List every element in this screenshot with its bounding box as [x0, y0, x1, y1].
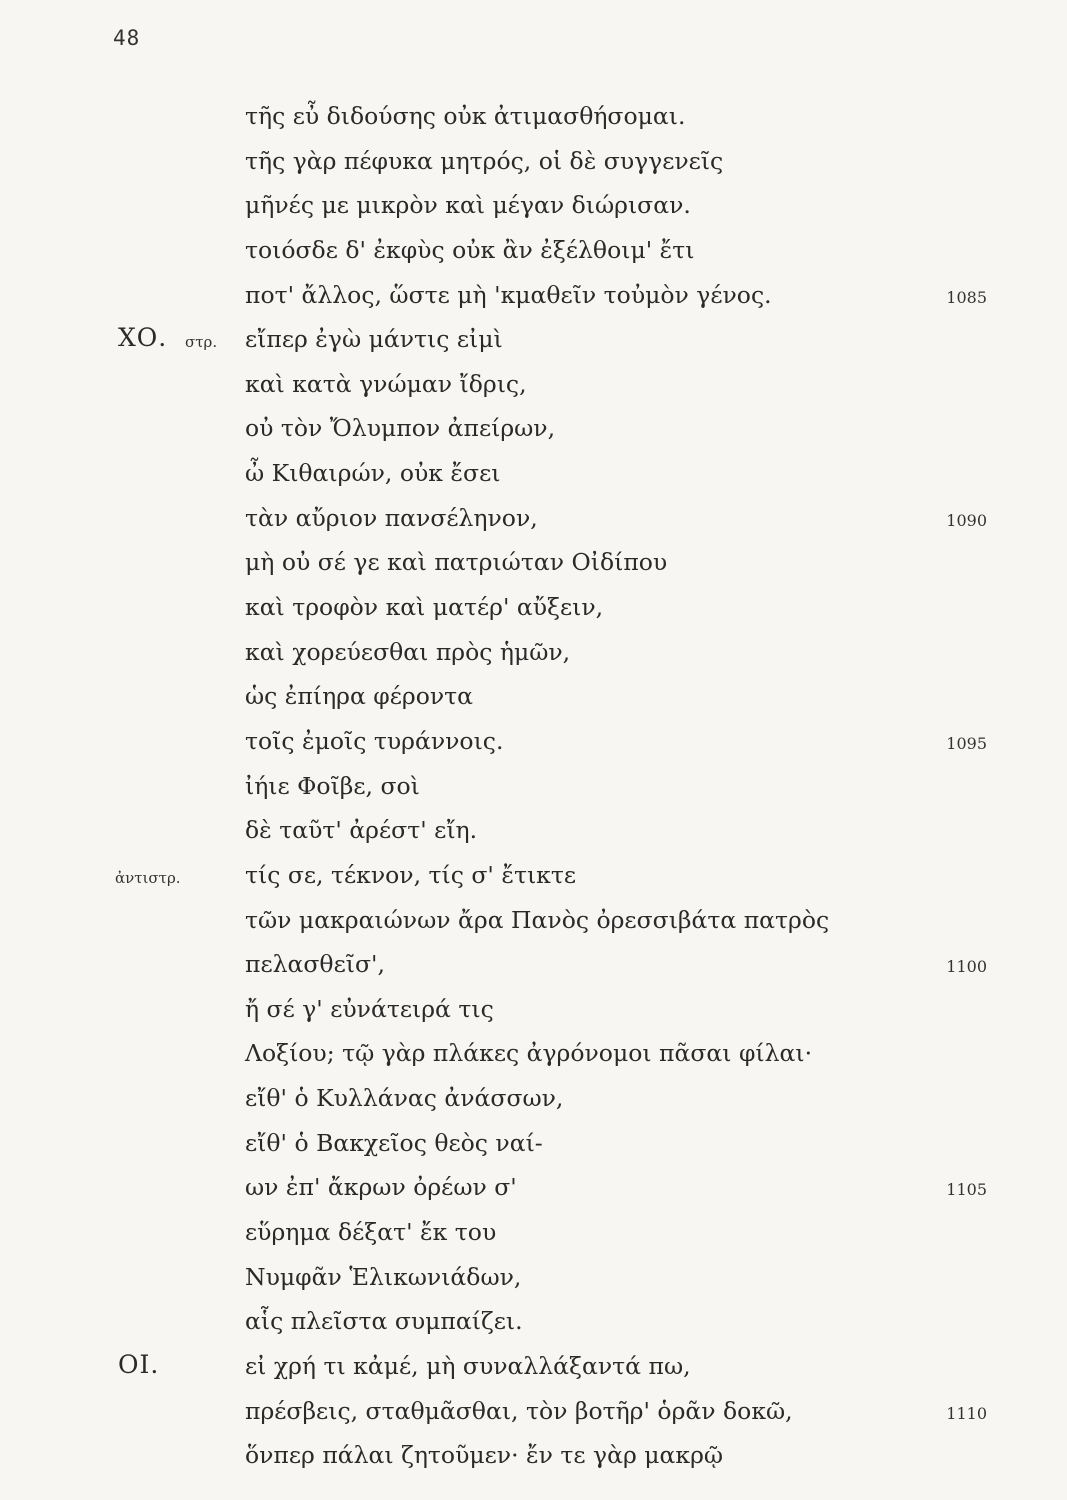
- verse-text: πελασθεῖσ',: [245, 950, 385, 979]
- verse-line: [0, 231, 1067, 276]
- verse-text: Λοξίου; τῷ γὰρ πλάκες ἀγρόνομοι πᾶσαι φίλαι·: [245, 1039, 813, 1068]
- verse-text: εἴθ' ὁ Κυλλάνας ἀνάσσων,: [245, 1084, 564, 1113]
- verse-line: [0, 186, 1067, 231]
- verse-line: [0, 365, 1067, 410]
- verse-line: [0, 1124, 1067, 1169]
- verse-line: [0, 990, 1067, 1035]
- verse-line: [0, 499, 1067, 544]
- verse-text: τίς σε, τέκνον, τίς σ' ἔτικτε: [245, 860, 577, 889]
- verse-line: [0, 97, 1067, 142]
- speaker-label: ΧΟ.: [118, 323, 168, 353]
- verse-line: [0, 320, 1067, 365]
- verse-line: [0, 1258, 1067, 1303]
- verse-text: τὰν αὔριον πανσέληνον,: [245, 503, 538, 532]
- verse-line: [0, 1168, 1067, 1213]
- verse-text: τοῖς ἐμοῖς τυράννοις.: [245, 726, 504, 755]
- verse-line: [0, 1436, 1067, 1481]
- verse-text: εἴθ' ὁ Βακχεῖος θεὸς ναί-: [245, 1128, 543, 1157]
- verse-line: [0, 1213, 1067, 1258]
- verse-text: ων ἐπ' ἄκρων ὀρέων σ': [245, 1173, 517, 1202]
- verse-line: [0, 901, 1067, 946]
- verse-line: [0, 1034, 1067, 1079]
- verse-line: [0, 722, 1067, 767]
- verse-text: ὡς ἐπίηρα φέροντα: [245, 682, 474, 711]
- verse-text: ὦ Κιθαιρών, οὐκ ἔσει: [245, 459, 501, 488]
- verse-text: ὅνπερ πάλαι ζητοῦμεν· ἔν τε γὰρ μακρῷ: [245, 1441, 724, 1470]
- line-number: 1095: [946, 733, 987, 753]
- verse-text: καὶ τροφὸν καὶ ματέρ' αὔξειν,: [245, 593, 604, 622]
- verse-line: [0, 276, 1067, 321]
- verse-text: καὶ κατὰ γνώμαν ἴδρις,: [245, 369, 527, 398]
- verse-text: ποτ' ἄλλος, ὥστε μὴ 'κμαθεῖν τοὐμὸν γένος.: [245, 280, 772, 309]
- verse-text: πρέσβεις, σταθμᾶσθαι, τὸν βοτῆρ' ὁρᾶν δοκῶ,: [245, 1396, 793, 1425]
- verse-line: [0, 811, 1067, 856]
- verse-line: [0, 1392, 1067, 1437]
- verse-text: μῆνές με μικρὸν καὶ μέγαν διώρισαν.: [245, 191, 691, 220]
- verse-text: τοιόσδε δ' ἐκφὺς οὐκ ἂν ἐξέλθοιμ' ἔτι: [245, 235, 695, 264]
- speaker-label: ΟΙ.: [118, 1349, 160, 1379]
- verse-line: [0, 409, 1067, 454]
- verse-line: [0, 1347, 1067, 1392]
- verse-line: [0, 856, 1067, 901]
- verse-line: [0, 633, 1067, 678]
- verse-line: [0, 142, 1067, 187]
- strophe-label: στρ.: [185, 333, 218, 352]
- verse-text: Νυμφᾶν Ἑλικωνιάδων,: [245, 1262, 522, 1291]
- line-number: 1085: [946, 287, 987, 307]
- verse-text-block: [0, 97, 1067, 1481]
- verse-text: δὲ ταῦτ' ἀρέστ' εἴη.: [245, 816, 478, 845]
- verse-line: [0, 1302, 1067, 1347]
- verse-text: τῶν μακραιώνων ἄρα Πανὸς ὀρεσσιβάτα πατρὸς: [245, 905, 830, 934]
- verse-text: αἷς πλεῖστα συμπαίζει.: [245, 1307, 523, 1336]
- verse-text: καὶ χορεύεσθαι πρὸς ἡμῶν,: [245, 637, 571, 666]
- verse-line: [0, 588, 1067, 633]
- verse-text: εἴπερ ἐγὼ μάντις εἰμὶ: [245, 325, 503, 354]
- verse-line: [0, 454, 1067, 499]
- antistrophe-label: ἀντιστρ.: [115, 868, 181, 887]
- line-number: 1090: [946, 510, 987, 530]
- verse-text: τῆς εὖ διδούσης οὐκ ἀτιμασθήσομαι.: [245, 102, 686, 130]
- page-number: 48: [113, 26, 141, 50]
- verse-text: ἤ σέ γ' εὐνάτειρά τις: [245, 994, 494, 1023]
- verse-line: [0, 677, 1067, 722]
- line-number: 1105: [946, 1180, 987, 1200]
- verse-line: [0, 767, 1067, 812]
- verse-text: οὐ τὸν Ὄλυμπον ἀπείρων,: [245, 414, 556, 443]
- verse-text: εὕρημα δέξατ' ἔκ του: [245, 1218, 497, 1247]
- line-number: 1100: [946, 957, 987, 977]
- verse-line: [0, 945, 1067, 990]
- verse-text: μὴ οὐ σέ γε καὶ πατριώταν Οἰδίπου: [245, 548, 668, 577]
- verse-text: εἰ χρή τι κἀμέ, μὴ συναλλάξαντά πω,: [245, 1351, 691, 1380]
- verse-text: ἰήιε Φοῖβε, σοὶ: [245, 771, 420, 800]
- line-number: 1110: [946, 1403, 987, 1423]
- verse-text: τῆς γὰρ πέφυκα μητρός, οἱ δὲ συγγενεῖς: [245, 146, 724, 175]
- verse-line: [0, 543, 1067, 588]
- verse-line: [0, 1079, 1067, 1124]
